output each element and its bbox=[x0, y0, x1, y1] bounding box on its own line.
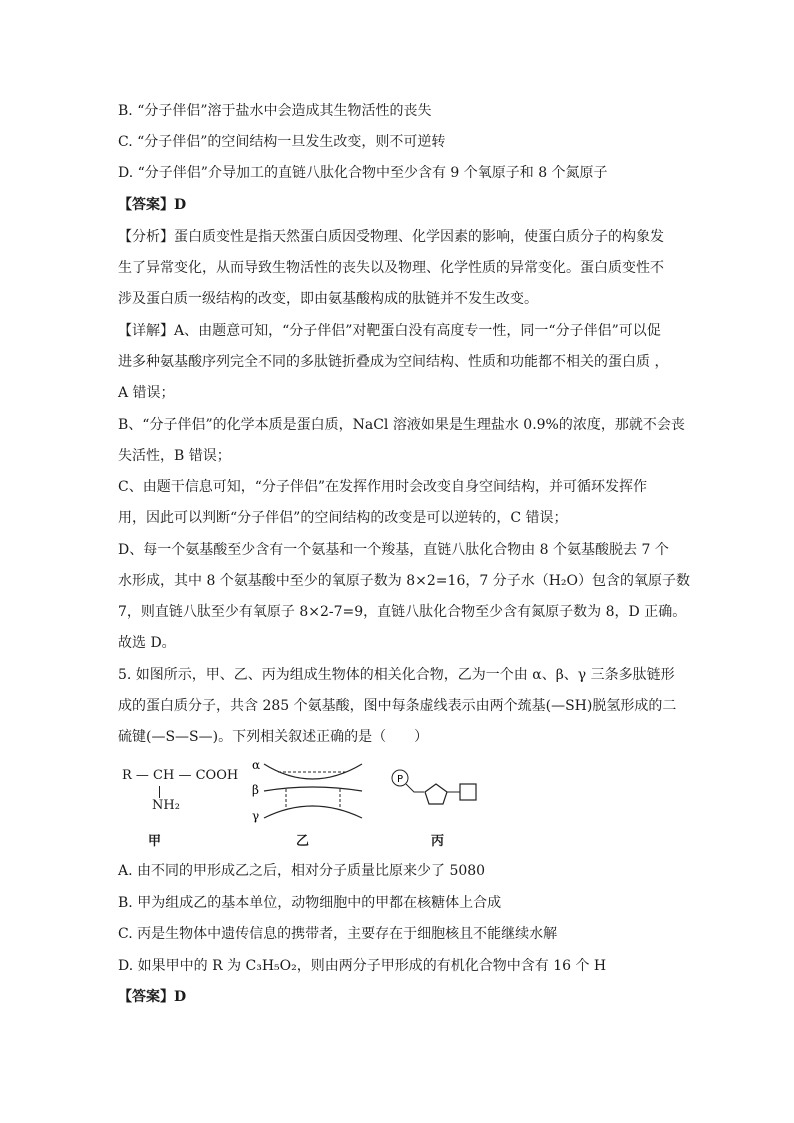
q4-detail-line-5: 失活性，B 错误； bbox=[118, 448, 231, 464]
q5-option-b: B. 甲为组成乙的基本单位，动物细胞中的甲都在核糖体上合成 bbox=[118, 895, 502, 911]
q4-analysis-line-2: 生了异常变化，从而导致生物活性的丧失以及物理、化学性质的异常变化。蛋白质变性不 bbox=[118, 260, 664, 276]
q4-option-b: B. “分子伴侣”溶于盐水中会造成其生物活性的丧失 bbox=[118, 103, 432, 119]
q4-detail-line-4: B、“分子伴侣”的化学本质是蛋白质，NaCl 溶液如果是生理盐水 0.9%的浓度，那就不会丧 bbox=[118, 417, 685, 433]
yi-label: 乙 bbox=[296, 834, 310, 849]
figure-jia bbox=[122, 768, 239, 818]
q4-detail-line-10: 7，则直链八肽至少有氧原子 8×2-7=9，直链八肽化合物至少含有氮原子数为 8，D 正确。 bbox=[118, 604, 687, 620]
bing-link-1 bbox=[406, 784, 424, 792]
q5-stem-line-3: 硫键(—S—S—)。下列相关叙述正确的是（ ） bbox=[118, 729, 429, 745]
q5-answer: 【答案】D bbox=[118, 989, 187, 1005]
jia-formula-bottom: NH₂ bbox=[152, 798, 180, 813]
jia-formula-top: R — CH — COOH bbox=[122, 768, 239, 783]
bing-pentose bbox=[425, 784, 447, 804]
q5-option-a: A. 由不同的甲形成乙之后，相对分子质量比原来少了 5080 bbox=[118, 863, 486, 879]
q4-option-c: C. “分子伴侣”的空间结构一旦发生改变，则不可逆转 bbox=[118, 134, 446, 150]
bing-base bbox=[460, 784, 476, 800]
q4-detail-line-1: 【详解】A、由题意可知，“分子伴侣”对靶蛋白没有高度专一性，同一“分子伴侣”可以促 bbox=[118, 323, 661, 339]
q4-analysis-line-3: 涉及蛋白质一级结构的改变，即由氨基酸构成的肽链并不发生改变。 bbox=[118, 291, 538, 307]
yi-chain-beta bbox=[264, 787, 362, 791]
yi-chain-beta-label: β bbox=[252, 783, 259, 797]
q4-detail-line-7: 用，因此可以判断“分子伴侣”的空间结构的改变是可以逆转的，C 错误； bbox=[118, 510, 568, 526]
figure-yi bbox=[250, 758, 370, 826]
q4-detail-line-3: A 错误； bbox=[118, 385, 175, 401]
q4-detail-line-8: D、每一个氨基酸至少含有一个氨基和一个羧基，直链八肽化合物由 8 个氨基酸脱去 7 个 bbox=[118, 542, 669, 558]
q4-analysis-line-1: 【分析】蛋白质变性是指天然蛋白质因受物理、化学因素的影响，使蛋白质分子的构象发 bbox=[118, 229, 664, 245]
bing-label: 丙 bbox=[431, 834, 445, 849]
jia-label: 甲 bbox=[148, 834, 162, 849]
yi-chain-gamma bbox=[264, 806, 362, 818]
bing-phosphate-label: P bbox=[396, 774, 404, 785]
q4-detail-line-11: 故选 D。 bbox=[118, 635, 176, 651]
q5-stem-line-2: 成的蛋白质分子，共含 285 个氨基酸，图中每条虚线表示由两个巯基(—SH)脱氢形成的二 bbox=[118, 698, 677, 714]
q4-answer: 【答案】D bbox=[118, 197, 187, 213]
q5-option-d: D. 如果甲中的 R 为 C₃H₅O₂，则由两分子甲形成的有机化合物中含有 16 个 H bbox=[118, 958, 607, 974]
q4-detail-line-9: 水形成，其中 8 个氨基酸中至少的氧原子数为 8×2=16，7 分子水（H₂O）包含的氧原子数 bbox=[118, 573, 691, 589]
q5-option-c: C. 丙是生物体中遗传信息的携带者，主要存在于细胞核且不能继续水解 bbox=[118, 926, 558, 942]
yi-chain-gamma-label: γ bbox=[252, 809, 260, 823]
jia-bond-line bbox=[159, 786, 160, 798]
q4-option-d: D. “分子伴侣”介导加工的直链八肽化合物中至少含有 9 个氧原子和 8 个氮原子 bbox=[118, 165, 608, 181]
q4-detail-line-2: 进多种氨基酸序列完全不同的多肽链折叠成为空间结构、性质和功能都不相关的蛋白质 ， bbox=[118, 354, 669, 370]
figure-bing bbox=[390, 768, 490, 816]
yi-chain-alpha-label: α bbox=[252, 758, 261, 772]
q4-detail-line-6: C、由题干信息可知，“分子伴侣”在发挥作用时会改变自身空间结构，并可循环发挥作 bbox=[118, 479, 648, 495]
q5-stem-line-1: 5. 如图所示，甲、乙、丙为组成生物体的相关化合物，乙为一个由 α、β、γ 三条多肽链形 bbox=[118, 667, 675, 683]
